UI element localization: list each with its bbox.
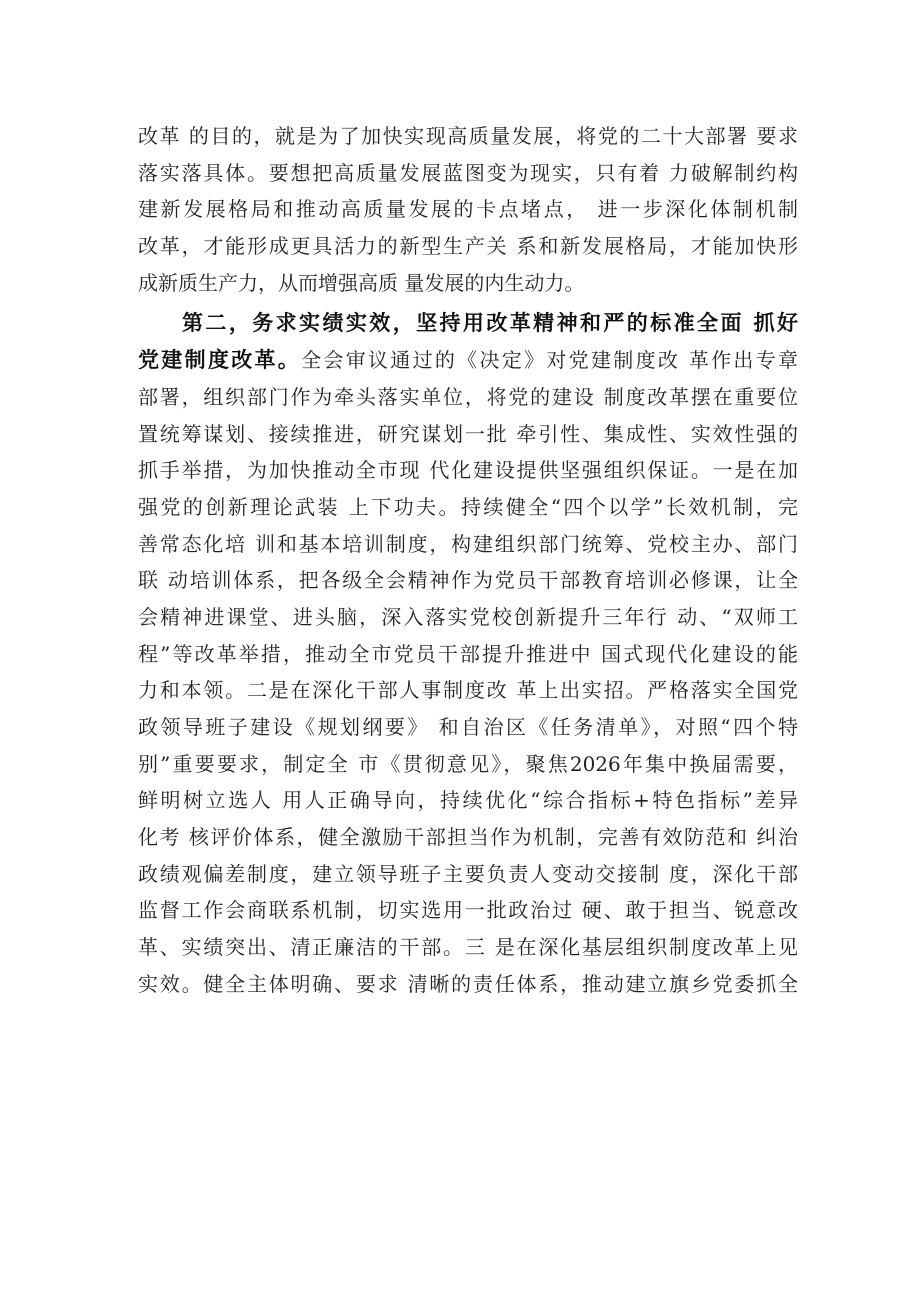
paragraph-1-line-5: 成新质生产力，从而增强高质 量发展的内生动力。 — [138, 270, 585, 295]
paragraph-2-line: 政领导班子建设《规划纲要》 和自治区《任务清单》，对照“四个特 — [138, 715, 798, 739]
paragraph-2-line: 程”等改革举措，推动全市党员干部提升推进中 国式现代化建设的能 — [138, 641, 798, 666]
document-body — [138, 118, 798, 1003]
paragraph-2-line: 监督工作会商联系机制，切实选用一批政治过 硬、敢于担当、锐意改 — [138, 898, 798, 923]
paragraph-1-line-2: 落实落具体。要想把高质量发展蓝图变为现实，只有着 力破解制约构 — [138, 160, 798, 185]
paragraph-2-line: 别”重要要求，制定全 市《贯彻意见》，聚焦2026年集中换届需要， — [138, 751, 798, 776]
paragraph-1-line-4: 改革，才能形成更具活力的新型生产关 系和新发展格局，才能加快形 — [138, 234, 798, 259]
paragraph-2-line-2-text: 全会审议通过的《决定》对党建制度改 革作出专章 — [301, 348, 798, 373]
paragraph-1-line-3: 建新发展格局和推动高质量发展的卡点堵点， 进一步深化体制机制 — [138, 197, 798, 222]
paragraph-2-line: 抓手举措，为加快推动全市现 代化建设提供坚强组织保证。一是在加 — [138, 458, 798, 483]
paragraph-2-line: 化考 核评价体系，健全激励干部担当作为机制，完善有效防范和 纠治 — [138, 825, 798, 850]
paragraph-2-line: 会精神进课堂、进头脑，深入落实党校创新提升三年行 动、“双师工 — [138, 604, 798, 629]
paragraph-1-line-1: 改革 的目的，就是为了加快实现高质量发展，将党的二十大部署 要求 — [138, 124, 798, 148]
paragraph-2-line: 鲜明树立选人 用人正确导向，持续优化“综合指标+特色指标”差异 — [138, 788, 798, 813]
paragraph-2-line: 强党的创新理论武装 上下功夫。持续健全“四个以学”长效机制，完 — [138, 494, 798, 519]
paragraph-2-line: 政绩观偏差制度，建立领导班子主要负责人变动交接制 度，深化干部 — [138, 861, 798, 886]
paragraph-2-heading-end: 党建制度改革。 — [138, 348, 302, 373]
paragraph-2-line: 部署，组织部门作为牵头落实单位，将党的建设 制度改革摆在重要位 — [138, 384, 798, 409]
paragraph-2-line-2 — [138, 342, 798, 379]
paragraph-2-heading: 第二，务求实绩实效，坚持用改革精神和严的标准全面 抓好 — [182, 311, 798, 336]
paragraph-2-line: 联 动培训体系，把各级全会精神作为党员干部教育培训必修课，让全 — [138, 568, 798, 593]
paragraph-2-line: 置统筹谋划、接续推进，研究谋划一批 牵引性、集成性、实效性强的 — [138, 421, 798, 446]
paragraph-2-line: 力和本领。二是在深化干部人事制度改 革上出实招。严格落实全国党 — [138, 678, 798, 703]
paragraph-2-line: 实效。健全主体明确、要求 清晰的责任体系，推动建立旗乡党委抓全 — [138, 971, 798, 996]
paragraph-2-line: 革、实绩突出、清正廉洁的干部。三 是在深化基层组织制度改革上见 — [138, 935, 798, 960]
paragraph-2-heading-line-1 — [138, 305, 798, 342]
paragraph-2-line: 善常态化培 训和基本培训制度，构建组织部门统筹、党校主办、部门 — [138, 531, 798, 556]
